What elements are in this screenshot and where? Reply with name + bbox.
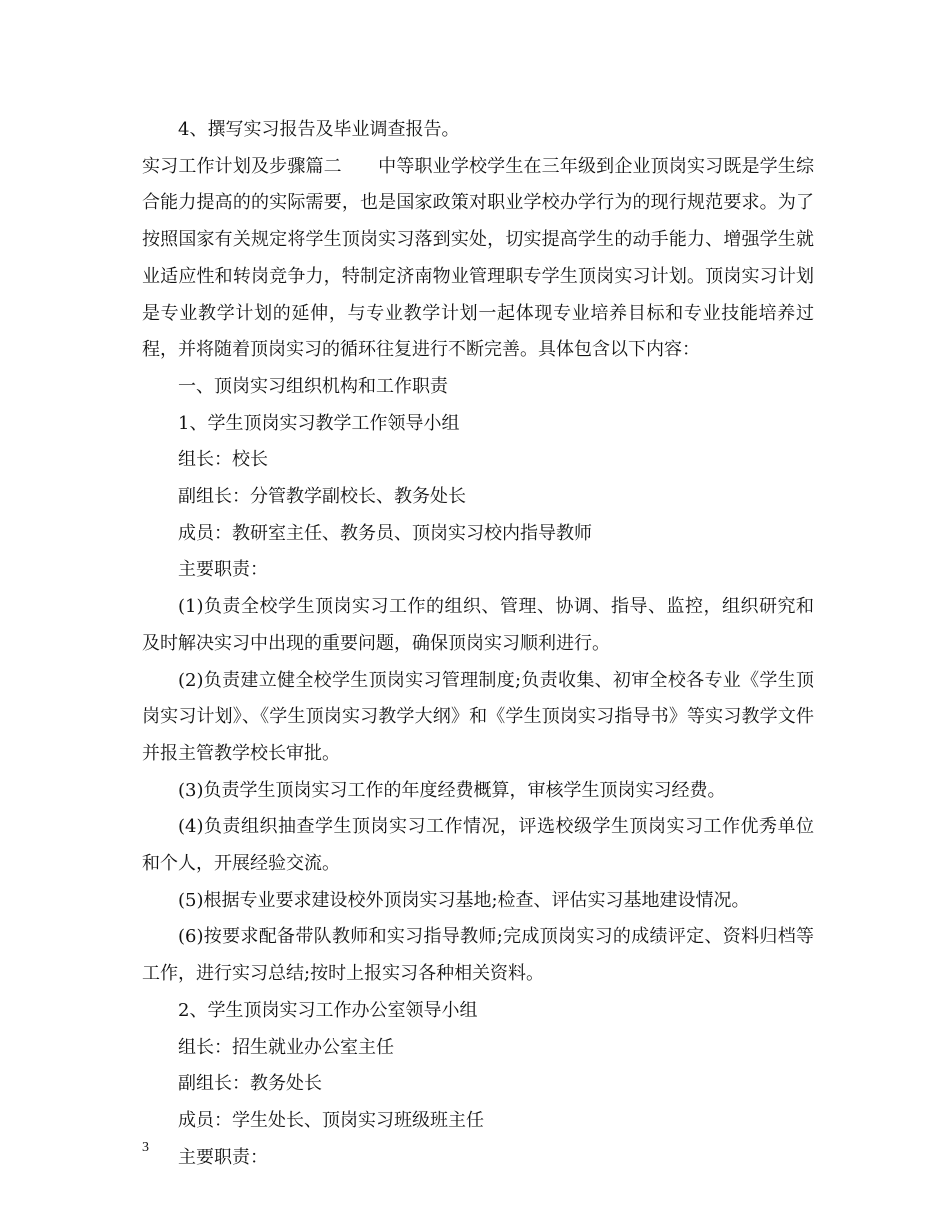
paragraph: 主要职责：	[178, 1146, 268, 1168]
paragraph: 副组长：分管教学副校长、教务处长	[178, 486, 466, 508]
paragraph: 组长：校长	[178, 449, 268, 471]
paragraph: (1)负责全校学生顶岗实习工作的组织、管理、协调、指导、监控，组织研究和及时解决实习中出现的重要问题，确保顶岗实习顺利进行。	[142, 596, 814, 654]
paragraph: (4)负责组织抽查学生顶岗实习工作情况，评选校级学生顶岗实习工作优秀单位和个人，开展经验交流。	[142, 816, 814, 875]
paragraph: 实习工作计划及步骤篇二 中等职业学校学生在三年级到企业顶岗实习既是学生综合能力提高的的实际需要，也是国家政策对职业学校办学行为的现行规范要求。为了按照国家有关规定将学生顶岗实习落到实处，切实提高学生的动手能力、增强学生就业适应性和转岗竞争力，特制定济南物业管理职专学生顶岗实习计划。顶岗实习计划是专业教学计划的延伸，与专业教学计划一起体现专业培养目标和专业技能培养过程，并将随着顶岗实习的循环往复进行不断完善。具体包含以下内容：	[142, 155, 814, 361]
paragraph: (6)按要求配备带队教师和实习指导教师;完成顶岗实习的成绩评定、资料归档等工作，进行实习总结;按时上报实习各种相关资料。	[142, 926, 814, 985]
paragraph: 一、顶岗实习组织机构和工作职责	[178, 375, 448, 397]
paragraph: (5)根据专业要求建设校外顶岗实习基地;检查、评估实习基地建设情况。	[178, 889, 750, 911]
paragraph: 组长：招生就业办公室主任	[178, 1036, 394, 1058]
page-number: 3	[142, 1140, 149, 1155]
paragraph: 成员：学生处长、顶岗实习班级班主任	[178, 1109, 484, 1131]
paragraph: (3)负责学生顶岗实习工作的年度经费概算，审核学生顶岗实习经费。	[178, 779, 726, 801]
paragraph: 4、撰写实习报告及毕业调查报告。	[178, 119, 460, 140]
paragraph: 成员：教研室主任、教务员、顶岗实习校内指导教师	[178, 522, 592, 544]
paragraph: (2)负责建立健全校学生顶岗实习管理制度;负责收集、初审全校各专业《学生顶岗实习计划》、《学生顶岗实习教学大纲》和《学生顶岗实习指导书》等实习教学文件并报主管教学校长审批。	[142, 669, 814, 764]
paragraph: 1、学生顶岗实习教学工作领导小组	[178, 412, 460, 434]
document-body	[142, 112, 814, 1176]
paragraph: 副组长：教务处长	[178, 1073, 322, 1095]
paragraph: 2、学生顶岗实习工作办公室领导小组	[178, 999, 478, 1021]
paragraph: 主要职责：	[178, 559, 268, 581]
